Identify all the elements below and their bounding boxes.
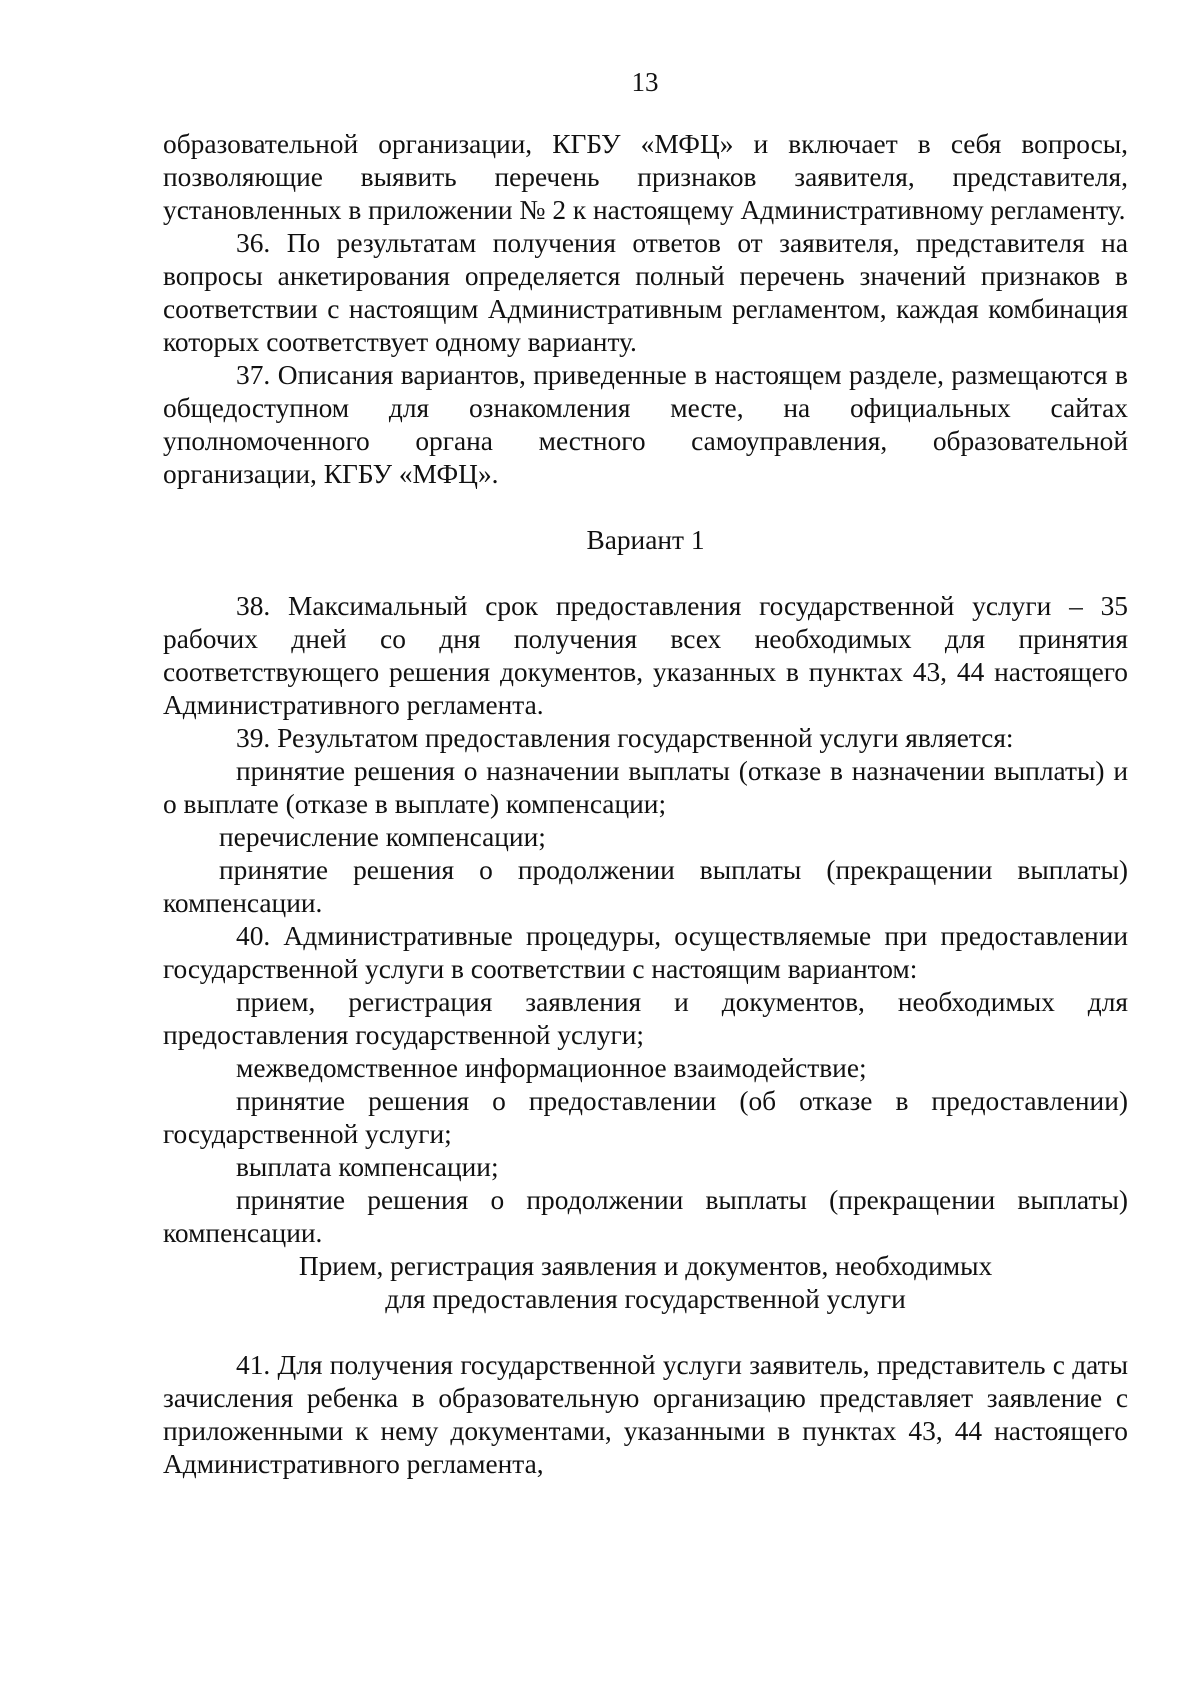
list-item-result-1: принятие решения о назначении выплаты (отказе в назначении выплаты) и о выплате (отказе в выплате) компенсации; xyxy=(163,756,1128,819)
list-item-procedure-4: выплата компенсации; xyxy=(236,1152,499,1182)
paragraph-41: 41. Для получения государственной услуги заявитель, представитель с даты зачисления ребенка в образовательную организацию представляет заявление с приложенными к нему документами, указанными в пунктах 43, 44 настоящего Административного регламента, xyxy=(163,1350,1128,1479)
section-heading-line-1: Прием, регистрация заявления и документов, необходимых xyxy=(298,1251,993,1281)
document-body xyxy=(163,128,1128,1481)
page-number: 13 xyxy=(631,67,659,97)
list-item-procedure-2: межведомственное информационное взаимодействие; xyxy=(236,1053,867,1083)
spacer xyxy=(163,557,1128,590)
variant-heading: Вариант 1 xyxy=(586,525,705,555)
spacer xyxy=(163,1316,1128,1349)
spacer xyxy=(163,491,1128,524)
paragraph-continuation: образовательной организации, КГБУ «МФЦ» и включает в себя вопросы, позволяющие выявить перечень признаков заявителя, представителя, установленных в приложении № 2 к настоящему Административному регламенту. xyxy=(163,129,1128,225)
list-item-result-2: перечисление компенсации; xyxy=(219,822,546,852)
list-item-procedure-1: прием, регистрация заявления и документов, необходимых для предоставления государственной услуги; xyxy=(163,987,1128,1050)
paragraph-40: 40. Административные процедуры, осуществляемые при предоставлении государственной услуги в соответствии с настоящим вариантом: xyxy=(163,921,1128,984)
paragraph-38: 38. Максимальный срок предоставления государственной услуги – 35 рабочих дней со дня получения всех необходимых для принятия соответствующего решения документов, указанных в пунктах 43, 44 настоящего Административного регламента. xyxy=(163,591,1128,720)
paragraph-39: 39. Результатом предоставления государственной услуги является: xyxy=(236,723,1014,753)
paragraph-37: 37. Описания вариантов, приведенные в настоящем разделе, размещаются в общедоступном для ознакомления месте, на официальных сайтах уполномоченного органа местного самоуправления, образовательной организации, КГБУ «МФЦ». xyxy=(163,360,1128,489)
list-item-procedure-5: принятие решения о продолжении выплаты (прекращении выплаты) компенсации. xyxy=(163,1185,1128,1248)
list-item-procedure-3: принятие решения о предоставлении (об отказе в предоставлении) государственной услуги; xyxy=(163,1086,1128,1149)
paragraph-36: 36. По результатам получения ответов от заявителя, представителя на вопросы анкетирования определяется полный перечень значений признаков в соответствии с настоящим Административным регламентом, каждая комбинация которых соответствует одному варианту. xyxy=(163,228,1128,357)
list-item-result-3: принятие решения о продолжении выплаты (прекращении выплаты) компенсации. xyxy=(163,855,1128,918)
section-heading-line-2: для предоставления государственной услуги xyxy=(385,1284,906,1314)
